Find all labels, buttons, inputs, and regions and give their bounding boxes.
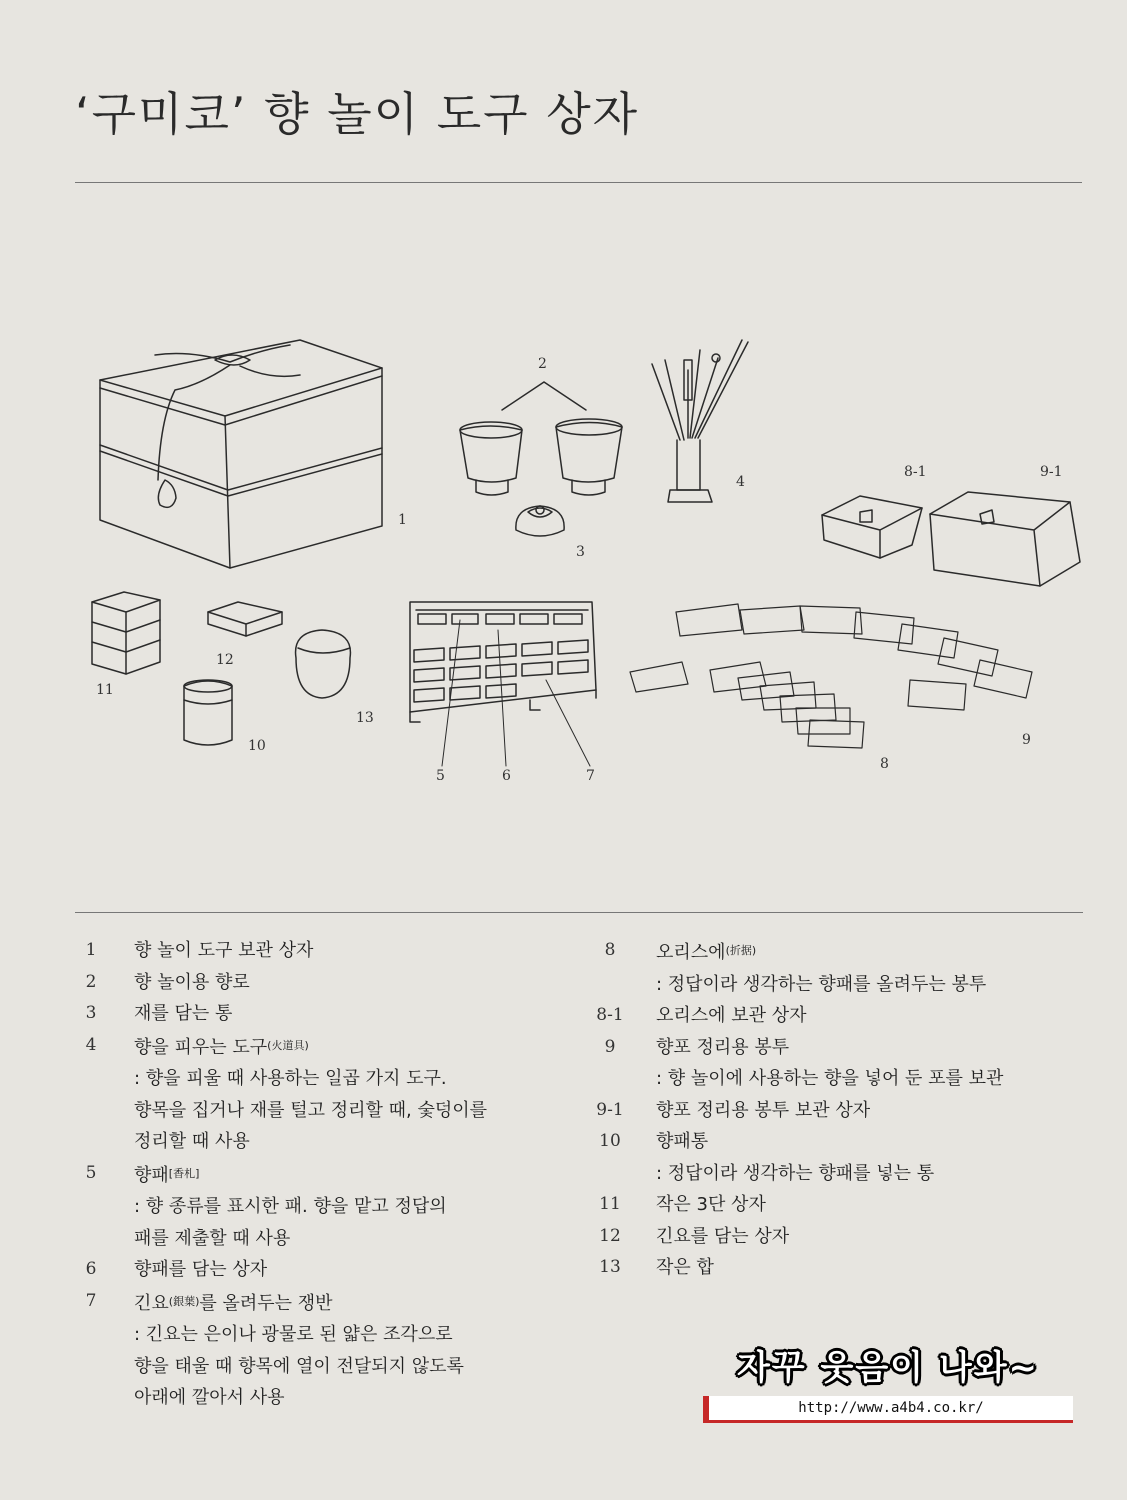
legend-text: [134, 998, 232, 1030]
label-4: 4: [736, 474, 745, 490]
legend-text: [134, 967, 250, 999]
label-5: 5: [436, 768, 445, 784]
legend-text-main: 향 놀이용 향로: [134, 971, 250, 993]
illustration: [0, 330, 1127, 800]
legend-text-main: : 향 종류를 표시한 패. 향을 맡고 정답의: [134, 1196, 447, 1217]
top-divider: [75, 182, 1082, 183]
legend-number: [72, 1319, 110, 1351]
legend-row: [72, 1319, 487, 1351]
legend-row: [72, 998, 487, 1030]
legend-row: [588, 969, 1003, 1001]
legend-text-main: 정리할 때 사용: [134, 1131, 250, 1152]
legend-row: [72, 1095, 487, 1127]
legend-row: [588, 1000, 1003, 1032]
watermark-text: 자꾸 웃음이 나와~: [736, 1348, 1040, 1388]
legend-number: 8-1: [596, 1005, 624, 1025]
label-9: 9: [1022, 732, 1031, 748]
label-6: 6: [502, 768, 511, 784]
legend-text: [656, 1189, 766, 1221]
legend-number: 3: [85, 1003, 97, 1023]
legend-text-main: 재를 담는 통: [134, 1003, 233, 1024]
legend-text: [134, 1254, 267, 1286]
legend-text-main: 향패통: [656, 1131, 709, 1152]
legend-number: 9: [604, 1036, 616, 1057]
legend-text-note: (火道具): [267, 1038, 309, 1052]
censers-drawing: [460, 382, 622, 495]
legend-text-main: : 정답이라 생각하는 향패를 올려두는 봉투: [656, 973, 987, 995]
ginyo-box-drawing: [208, 602, 282, 636]
legend-text: [656, 1221, 789, 1253]
legend-text-main: : 정답이라 생각하는 향패를 넣는 통: [656, 1162, 935, 1184]
label-11: 11: [96, 682, 114, 698]
legend-row: [588, 1032, 1003, 1064]
legend-number: 8: [604, 940, 616, 960]
legend-row: [72, 967, 487, 999]
legend-text-note: (折据): [725, 944, 757, 957]
legend-number: 10: [599, 1131, 621, 1151]
legend-row: [72, 1286, 487, 1320]
legend-text: [656, 1158, 934, 1190]
pouch-box-drawing: [930, 492, 1080, 586]
legend-text-main: 향을 태울 때 향목에 열이 전달되지 않도록: [134, 1355, 464, 1377]
page-title: ‘구미코’ 향 놀이 도구 상자: [75, 87, 640, 141]
legend-row: [72, 1254, 487, 1286]
legend-text-main: 오리스에 보관 상자: [656, 1005, 807, 1026]
legend-number: 11: [599, 1194, 621, 1214]
legend-number: 2: [85, 971, 97, 992]
legend-number: [72, 1382, 110, 1414]
legend-row: [72, 935, 487, 967]
label-10: 10: [248, 738, 266, 754]
fire-tools-drawing: [652, 340, 748, 502]
legend-text: [656, 969, 986, 1001]
legend-right-column: [588, 935, 1003, 1284]
watermark: [703, 1340, 1073, 1423]
legend-number: 6: [85, 1259, 97, 1279]
legend-text: [134, 1095, 487, 1127]
legend-text: [134, 1223, 290, 1255]
legend-number: 9-1: [596, 1099, 624, 1120]
legend-row: [588, 1221, 1003, 1253]
legend-number: 4: [85, 1034, 97, 1055]
legend-text: [656, 1063, 1003, 1095]
legend-text-main: 아래에 깔아서 사용: [134, 1387, 285, 1408]
legend-row: [72, 1351, 487, 1383]
label-13: 13: [356, 710, 374, 726]
legend-number: [72, 1095, 110, 1127]
orisue-box-drawing: [822, 496, 922, 558]
legend-row: [588, 1189, 1003, 1221]
legend-text-main: 긴요: [134, 1292, 169, 1314]
legend-row: [72, 1382, 487, 1414]
legend-text-main: 향 놀이 도구 보관 상자: [134, 940, 314, 961]
legend-number: 12: [599, 1225, 621, 1246]
legend-text: [134, 1191, 447, 1223]
legend-number: 1: [85, 940, 97, 960]
label-3: 3: [576, 544, 585, 560]
canister-drawing: [184, 680, 232, 745]
legend-text: [134, 1351, 464, 1383]
legend-text-main: 향패: [134, 1164, 169, 1186]
legend-row: [72, 1191, 487, 1223]
legend-row: [588, 1095, 1003, 1127]
watermark-url: http://www.a4b4.co.kr/: [703, 1396, 1073, 1423]
legend-number: [588, 1158, 632, 1190]
legend-text-after: 를 올려두는 쟁반: [199, 1292, 333, 1314]
legend-text-note: [香札]: [168, 1166, 200, 1180]
legend-row: [588, 1158, 1003, 1190]
legend-text: [656, 935, 756, 969]
legend-text-main: 향을 피우는 도구: [134, 1036, 268, 1058]
legend-row: [588, 1063, 1003, 1095]
legend-number: [72, 1126, 110, 1158]
label-8: 8: [880, 756, 889, 772]
legend-text-main: : 향을 피울 때 사용하는 일곱 가지 도구.: [134, 1068, 447, 1089]
legend-text: [134, 935, 313, 967]
legend-row: [72, 1063, 487, 1095]
legend-number: [72, 1063, 110, 1095]
legend-text: [656, 1000, 807, 1032]
legend-number: [72, 1191, 110, 1223]
legend-text-main: : 향 놀이에 사용하는 향을 넣어 둔 포를 보관: [656, 1068, 1004, 1089]
legend-text-note: (銀葉): [168, 1294, 200, 1308]
legend-row: [72, 1223, 487, 1255]
label-12: 12: [216, 652, 234, 668]
legend-number: 5: [85, 1162, 97, 1183]
legend-row: [72, 1126, 487, 1158]
legend-row: [588, 1126, 1003, 1158]
legend-text: [134, 1063, 447, 1095]
legend-number: [588, 1063, 632, 1095]
legend-text-main: 패를 제출할 때 사용: [134, 1227, 291, 1249]
legend-text-main: 긴요를 담는 상자: [656, 1225, 790, 1247]
legend-left-column: [72, 935, 487, 1414]
legend-text: [656, 1126, 708, 1158]
legend-text: [656, 1252, 714, 1284]
tray-drawing: [410, 602, 596, 766]
label-1: 1: [398, 512, 407, 528]
legend-row: [588, 935, 1003, 969]
legend-number: 13: [599, 1257, 621, 1277]
legend-text-main: 향포 정리용 봉투 보관 상자: [656, 1099, 871, 1121]
legend-number: 7: [85, 1290, 97, 1311]
legend-text-main: 향포 정리용 봉투: [656, 1036, 790, 1058]
three-tier-box-drawing: [92, 592, 160, 674]
legend-text: [656, 1095, 870, 1127]
small-container-drawing: [296, 630, 351, 698]
legend-number: [72, 1351, 110, 1383]
label-8-1: 8-1: [904, 464, 927, 480]
legend-number: [588, 969, 632, 1001]
label-7: 7: [586, 768, 595, 784]
legend-text-main: : 긴요는 은이나 광물로 된 얇은 조각으로: [134, 1324, 453, 1345]
legend-row: [72, 1158, 487, 1192]
legend-text: [656, 1032, 789, 1064]
legend-text-main: 향패를 담는 상자: [134, 1259, 268, 1280]
legend-text: [134, 1286, 333, 1320]
legend-text-main: 향목을 집거나 재를 털고 정리할 때, 숯덩이를: [134, 1099, 488, 1121]
ash-container-drawing: [516, 506, 564, 536]
legend-row: [588, 1252, 1003, 1284]
legend-text-main: 오리스에: [656, 942, 726, 963]
legend-text: [134, 1158, 199, 1192]
legend-text: [134, 1319, 453, 1351]
legend-text-main: 작은 합: [656, 1257, 714, 1278]
storage-box-drawing: [100, 340, 382, 568]
label-2: 2: [538, 356, 547, 372]
legend-text: [134, 1126, 250, 1158]
legend-text: [134, 1382, 285, 1414]
legend-text-main: 작은 3단 상자: [656, 1194, 766, 1215]
legend-text: [134, 1030, 309, 1064]
label-9-1: 9-1: [1040, 464, 1063, 480]
legend-number: [72, 1223, 110, 1255]
envelopes-drawing: [630, 604, 1032, 748]
legend-row: [72, 1030, 487, 1064]
bottom-divider: [75, 912, 1083, 913]
